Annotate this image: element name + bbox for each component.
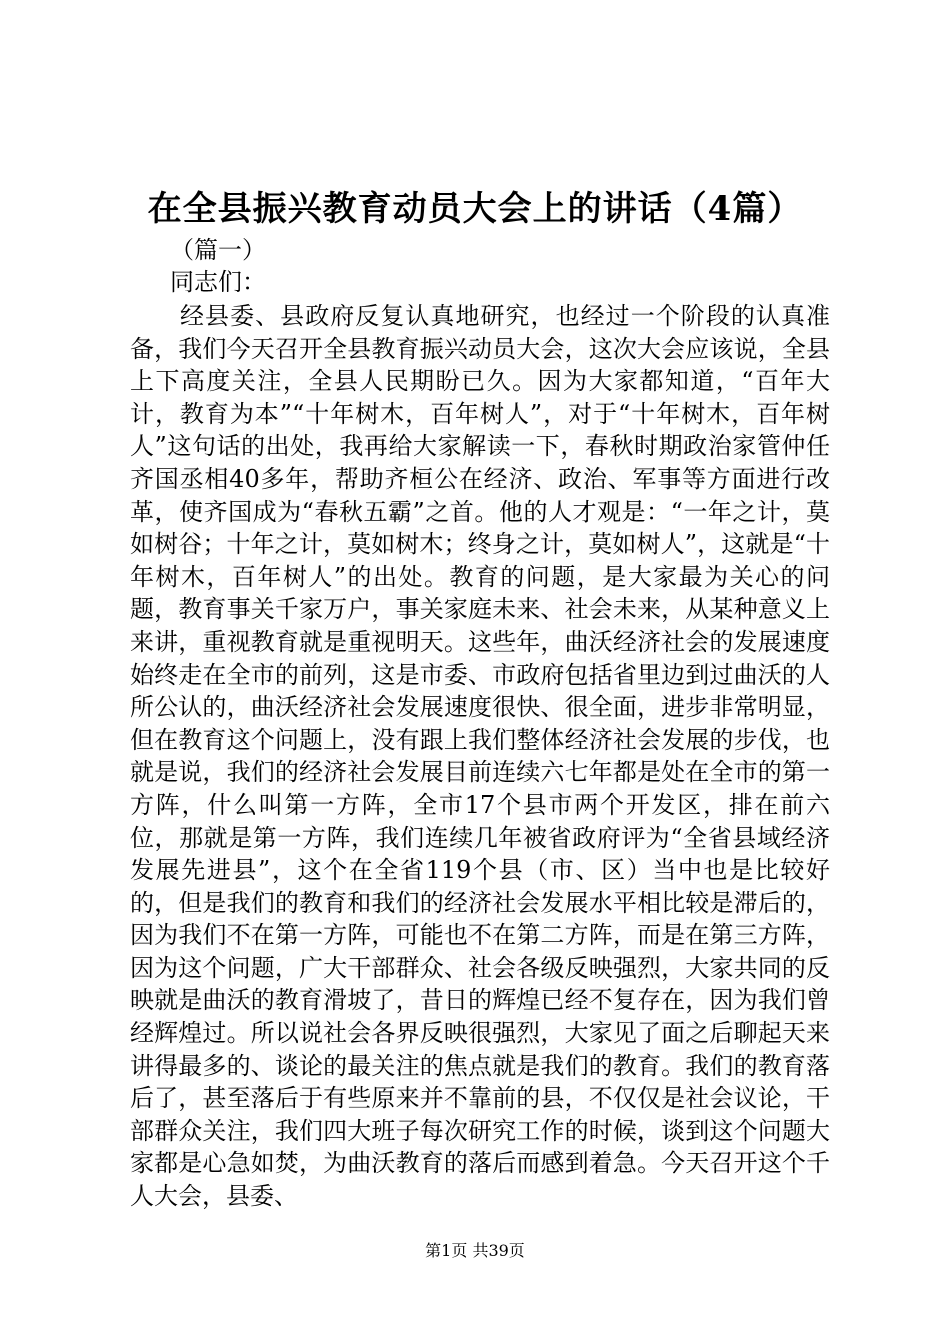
- section-label: （篇一）: [170, 236, 266, 264]
- document-title: 在全县振兴教育动员大会上的讲话（4篇）: [147, 189, 803, 229]
- body-paragraph: 经县委、县政府反复认真地研究，也经过一个阶段的认真准备，我们今天召开全县教育振兴动员大会，这次大会应该说，全县上下高度关注，全县人民期盼已久。因为大家都知道，“百年大计，教育为本”“十年树木，百年树人”，对于“十年树木，百年树人”这句话的出处，我再给大家解读一下，春秋时期政治家管仲任齐国丞相40多年，帮助齐桓公在经济、政治、军事等方面进行改革，使齐国成为“春秋五霸”之首。他的人才观是：“一年之计，莫如树谷；十年之计，莫如树木；终身之计，莫如树人”，这就是“十年树木，百年树人”的出处。教育的问题，是大家最为关心的问题，教育事关千家万户，事关家庭未来、社会未来，从某种意义上来讲，重视教育就是重视明天。这些年，曲沃经济社会的发展速度始终走在全市的前列，这是市委、市政府包括省里边到过曲沃的人所公认的，曲沃经济社会发展速度很快、很全面，进步非常明显，但在教育这个问题上，没有跟上我们整体经济社会发展的步伐，也就是说，我们的经济社会发展目前连续六七年都是处在全市的第一方阵，什么叫第一方阵，全市17个县市两个开发区，排在前六位，那就是第一方阵，我们连续几年被省政府评为“全省县域经济发展先进县”，这个在全省119个县（市、区）当中也是比较好的，但是我们的教育和我们的经济社会发展水平相比较是滞后的，因为我们不在第一方阵，可能也不在第二方阵，而是在第三方阵，因为这个问题，广大干部群众、社会各级反映强烈，大家共同的反映就是曲沃的教育滑坡了，昔日的辉煌已经不复存在，因为我们曾经辉煌过。所以说社会各界反映很强烈，大家见了面之后聊起天来讲得最多的、谈论的最关注的焦点就是我们的教育。我们的教育落后了，甚至落后于有些原来并不靠前的县，不仅仅是社会议论，干部群众关注，我们四大班子每次研究工作的时候，谈到这个问题大家都是心急如焚，为曲沃教育的落后而感到着急。今天召开这个千人大会，县委、: [130, 302, 830, 1211]
- page-footer: 第1页 共39页: [425, 1241, 525, 1260]
- salutation: 同志们：: [170, 268, 266, 296]
